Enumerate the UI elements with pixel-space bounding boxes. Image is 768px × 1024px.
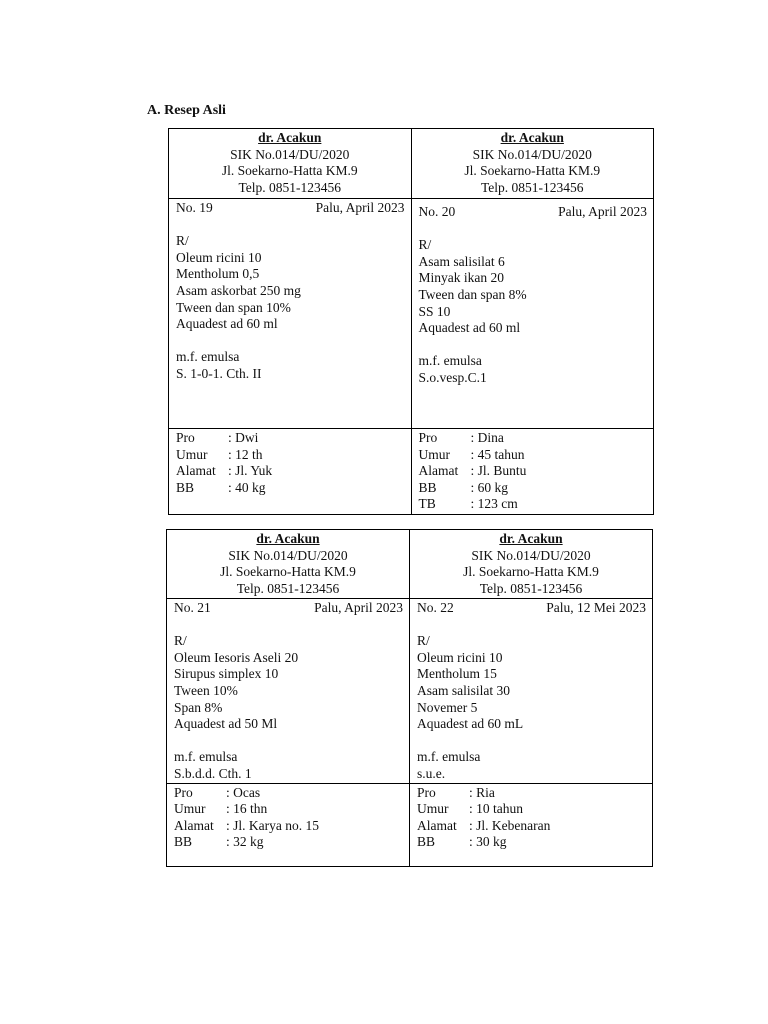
mf-instruction: m.f. emulsa [174, 749, 238, 765]
patient-label: Pro [417, 784, 436, 800]
rx-symbol: R/ [174, 633, 187, 649]
patient-info [411, 429, 654, 515]
rx-symbol: R/ [176, 233, 189, 249]
ingredient: Asam salisilat 6 [418, 253, 505, 269]
patient-info [169, 429, 412, 515]
prescription-number: No. 21 [174, 600, 211, 615]
rx-symbol: R/ [418, 237, 432, 253]
patient-value: : 32 kg [226, 834, 264, 850]
signa: s.u.e. [417, 765, 446, 781]
ingredient: Oleum ricini 10 [176, 249, 262, 265]
doctor-sik: SIK No.014/DU/2020 [471, 547, 591, 563]
doctor-header [169, 129, 412, 199]
ingredient: Sirupus simplex 10 [174, 666, 279, 682]
patient-value: : 123 cm [470, 496, 518, 512]
patient-row [176, 480, 405, 497]
ingredient: Tween dan span 10% [176, 299, 291, 315]
patient-label: BB [417, 834, 436, 850]
patient-label: TB [418, 496, 436, 512]
rx-symbol: R/ [417, 633, 430, 649]
prescription-body [411, 199, 654, 429]
patient-value: : Jl. Buntu [470, 463, 527, 479]
ingredient: Aquadest ad 60 mL [417, 716, 524, 732]
patient-row [419, 463, 648, 480]
patient-label: Pro [174, 784, 193, 800]
patient-value: : 45 tahun [470, 446, 525, 462]
doctor-sik: SIK No.014/DU/2020 [230, 146, 350, 162]
doctor-name: dr. Acakun [499, 531, 563, 546]
doctor-phone: Telp. 0851-123456 [479, 580, 583, 596]
patient-label: Umur [418, 446, 450, 462]
patient-row [419, 480, 648, 497]
patient-row [174, 818, 403, 835]
patient-value: : 16 thn [226, 801, 268, 817]
patient-row [174, 834, 403, 851]
prescription-table-2 [166, 529, 653, 867]
signa: S.b.d.d. Cth. 1 [174, 765, 252, 781]
prescription-body [169, 199, 412, 429]
prescription-body [410, 599, 653, 784]
patient-value: : 10 tahun [469, 801, 523, 817]
prescription-number: No. 19 [176, 200, 213, 215]
place-date: Palu, April 2023 [558, 204, 647, 219]
patient-value: : 30 kg [469, 834, 507, 850]
signa: S. 1-0-1. Cth. II [176, 365, 262, 381]
patient-value: : Ria [469, 784, 495, 800]
doctor-sik: SIK No.014/DU/2020 [472, 146, 592, 162]
doctor-name: dr. Acakun [256, 531, 320, 546]
patient-label: BB [418, 479, 437, 495]
patient-value: : 40 kg [228, 479, 266, 495]
patient-row [417, 818, 646, 835]
doctor-header [411, 129, 654, 199]
ingredient: Span 8% [174, 699, 223, 715]
patient-value: : Jl. Kebenaran [469, 817, 551, 833]
patient-row [417, 785, 646, 802]
ingredient: SS 10 [418, 303, 451, 319]
doctor-phone: Telp. 0851-123456 [236, 580, 340, 596]
patient-label: BB [176, 479, 195, 495]
patient-label: BB [174, 834, 193, 850]
patient-label: Alamat [418, 463, 459, 479]
patient-row [419, 430, 648, 447]
ingredient: Oleum ricini 10 [417, 649, 503, 665]
patient-label: Pro [176, 430, 195, 445]
patient-label: Alamat [176, 463, 216, 479]
patient-value: : 12 th [228, 446, 263, 462]
mf-instruction: m.f. emulsa [418, 353, 482, 369]
prescription-number: No. 22 [417, 600, 454, 615]
patient-row [174, 785, 403, 802]
doctor-sik: SIK No.014/DU/2020 [228, 547, 348, 563]
patient-label: Umur [174, 801, 206, 817]
ingredient: Minyak ikan 20 [418, 270, 504, 286]
patient-value: : Dwi [228, 430, 259, 445]
patient-row [174, 801, 403, 818]
doctor-header [167, 530, 410, 599]
signa: S.o.vesp.C.1 [418, 369, 487, 385]
patient-value: : Jl. Yuk [228, 463, 273, 479]
patient-label: Alamat [174, 817, 214, 833]
place-date: Palu, 12 Mei 2023 [546, 600, 646, 615]
doctor-name: dr. Acakun [500, 130, 564, 145]
patient-label: Umur [176, 446, 208, 462]
ingredient: Asam askorbat 250 mg [176, 282, 301, 298]
doctor-address: Jl. Soekarno-Hatta KM.9 [220, 564, 356, 580]
prescription-number: No. 20 [418, 204, 456, 219]
ingredient: Novemer 5 [417, 699, 478, 715]
doctor-header [410, 530, 653, 599]
patient-label: Pro [418, 430, 438, 445]
section-heading: A. Resep Asli [147, 103, 226, 118]
doctor-address: Jl. Soekarno-Hatta KM.9 [463, 564, 599, 580]
doctor-address: Jl. Soekarno-Hatta KM.9 [464, 163, 601, 179]
doctor-phone: Telp. 0851-123456 [480, 179, 584, 195]
patient-info [167, 783, 410, 866]
prescription-body [167, 599, 410, 784]
patient-row [176, 463, 405, 480]
patient-info [410, 783, 653, 866]
patient-row [417, 801, 646, 818]
patient-row [419, 447, 648, 464]
patient-label: Alamat [417, 817, 457, 833]
patient-value: : Jl. Karya no. 15 [226, 817, 319, 833]
patient-value: : Ocas [226, 784, 261, 800]
mf-instruction: m.f. emulsa [417, 749, 481, 765]
prescription-table-1 [168, 128, 654, 515]
ingredient: Mentholum 15 [417, 666, 497, 682]
doctor-name: dr. Acakun [258, 130, 322, 145]
mf-instruction: m.f. emulsa [176, 349, 240, 365]
doctor-phone: Telp. 0851-123456 [238, 179, 342, 195]
ingredient: Aquadest ad 60 ml [176, 316, 278, 332]
patient-value: : 60 kg [470, 479, 509, 495]
patient-row [176, 447, 405, 464]
patient-row [176, 430, 405, 447]
ingredient: Aquadest ad 60 ml [418, 320, 521, 336]
patient-row [417, 834, 646, 851]
place-date: Palu, April 2023 [314, 600, 403, 615]
ingredient: Asam salisilat 30 [417, 682, 510, 698]
doctor-address: Jl. Soekarno-Hatta KM.9 [221, 163, 358, 179]
place-date: Palu, April 2023 [315, 200, 405, 215]
ingredient: Tween 10% [174, 682, 238, 698]
ingredient: Aquadest ad 50 Ml [174, 716, 278, 732]
ingredient: Oleum Iesoris Aseli 20 [174, 649, 299, 665]
ingredient: Mentholum 0,5 [176, 266, 260, 282]
patient-row [419, 496, 648, 513]
ingredient: Tween dan span 8% [418, 286, 527, 302]
patient-value: : Dina [470, 430, 504, 445]
patient-label: Umur [417, 801, 449, 817]
